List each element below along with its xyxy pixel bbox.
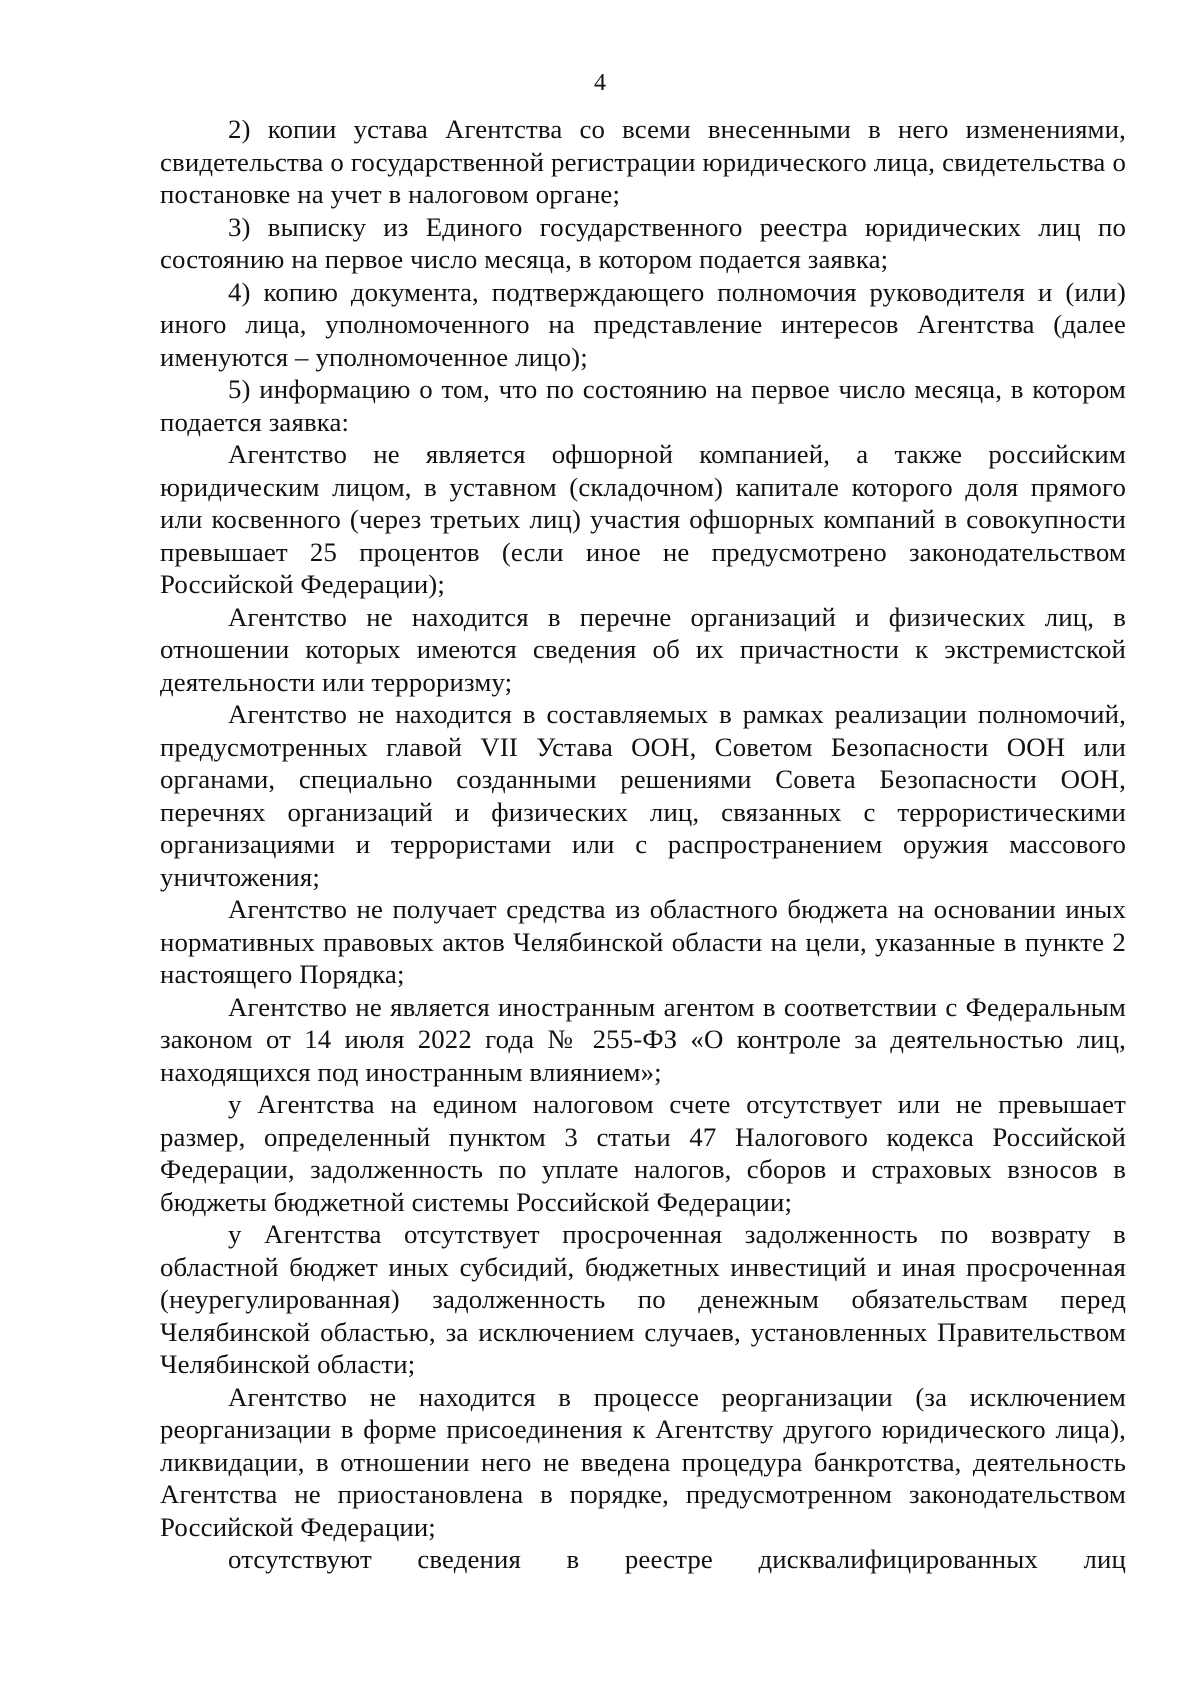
paragraph-item-4: 4) копию документа, подтверждающего полномочия руководителя и (или) иного лица, уполномоченного на представление интересов Агентства (далее именуются – уполномоченное лицо);	[160, 276, 1126, 372]
document-body	[160, 113, 1126, 1576]
paragraph-item-5: 5) информацию о том, что по состоянию на первое число месяца, в котором подается заявка:	[160, 374, 1126, 437]
paragraph-offshore: Агентство не является офшорной компанией, а также российским юридическим лицом, в уставном (складочном) капитале которого доля прямого или косвенного (через третьих лиц) участия офшорных компаний в совокупности превышает 25 процентов (если иное не предусмотрено законодательством Российской Федерации);	[160, 439, 1126, 599]
paragraph-extremism: Агентство не находится в перечне организаций и физических лиц, в отношении которых имеются сведения об их причастности к экстремистской деятельности или терроризму;	[160, 601, 1126, 697]
paragraph-disqualified-persons: отсутствуют сведения в реестре дисквалифицированных лиц	[228, 1544, 1126, 1574]
paragraph-tax-debt: у Агентства на едином налоговом счете отсутствует или не превышает размер, определенный пунктом 3 статьи 47 Налогового кодекса Российской Федерации, задолженность по уплате налогов, сборов и страховых взносов в бюджеты бюджетной системы Российской Федерации;	[160, 1089, 1126, 1217]
paragraph-reorganization: Агентство не находится в процессе реорганизации (за исключением реорганизации в форме присоединения к Агентству другого юридического лица), ликвидации, в отношении него не введена процедура банкротства, деятельность Агентства не приостановлена в порядке, предусмотренном законодательством Российской Федерации;	[160, 1381, 1126, 1542]
paragraph-item-3: 3) выписку из Единого государственного реестра юридических лиц по состоянию на первое число месяца, в котором подается заявка;	[160, 211, 1126, 274]
paragraph-foreign-agent: Агентство не является иностранным агентом в соответствии с Федеральным законом от 14 июля 2022 года № 255-ФЗ «О контроле за деятельностью лиц, находящихся под иностранным влиянием»;	[160, 991, 1126, 1087]
paragraph-budget-funds: Агентство не получает средства из областного бюджета на основании иных нормативных правовых актов Челябинской области на цели, указанные в пункте 2 настоящего Порядка;	[160, 894, 1126, 989]
paragraph-item-2: 2) копии устава Агентства со всеми внесенными в него изменениями, свидетельства о государственной регистрации юридического лица, свидетельства о постановке на учет в налоговом органе;	[160, 114, 1126, 209]
paragraph-un-lists: Агентство не находится в составляемых в рамках реализации полномочий, предусмотренных главой VII Устава ООН, Советом Безопасности ООН или органами, специально созданными решениями Совета Безопасности ООН, перечнях организаций и физических лиц, связанных с террористическими организациями и террористами или с распространением оружия массового уничтожения;	[160, 699, 1126, 892]
paragraph-overdue-debt: у Агентства отсутствует просроченная задолженность по возврату в областной бюджет иных субсидий, бюджетных инвестиций и иная просроченная (неурегулированная) задолженность по денежным обязательствам перед Челябинской областью, за исключением случаев, установленных Правительством Челябинской области;	[160, 1219, 1126, 1379]
page-number: 4	[594, 70, 606, 96]
